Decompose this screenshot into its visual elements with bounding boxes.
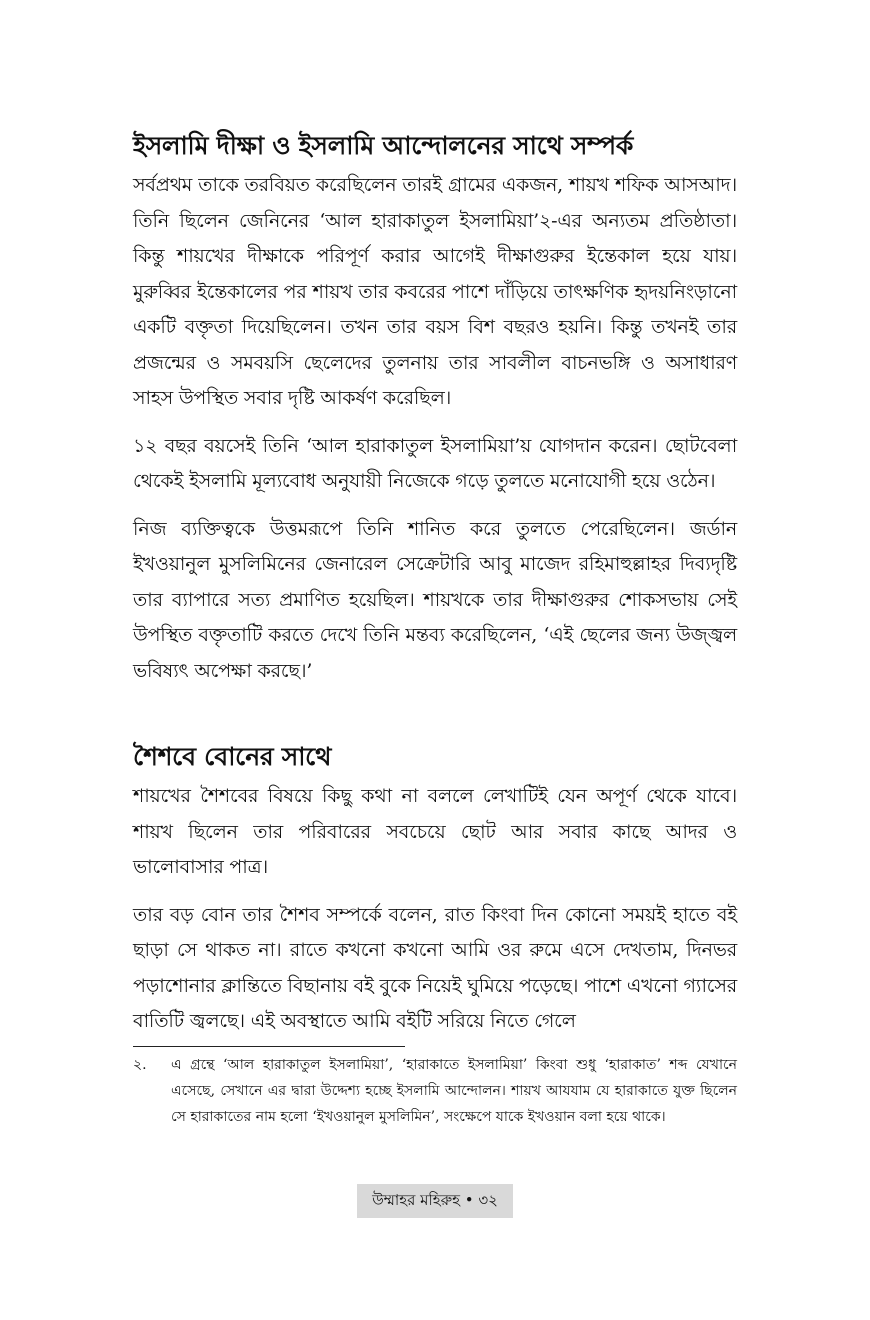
paragraph: তার বড় বোন তার শৈশব সম্পর্কে বলেন, রাত কিংবা দিন কোনো সময়ই হাতে বই ছাড়া সে থাকত না। রাতে কখনো কখনো আমি ওর রুমে এসে দেখতাম, দিনভর পড়াশোনার ক্লান্তিতে বিছানায় বই বুকে নিয়েই ঘুমিয়ে পড়েছে। পাশে এখনো গ্যাসের বাতিটি জ্বলছে। এই অবস্থাতে আমি বইটি সরিয়ে নিতে গেলে (133, 903, 737, 1032)
page-body (133, 128, 737, 1052)
footnote (133, 1052, 737, 1130)
page-footer (357, 1184, 513, 1218)
paragraph: শায়খের শৈশবের বিষয়ে কিছু কথা না বললে লেখাটিই যেন অপূর্ণ থেকে যাবে। শায়খ ছিলেন তার পরিবারের সবচেয়ে ছোট আর সবার কাছে আদর ও ভালোবাসার পাত্র। (133, 785, 737, 878)
paragraph: ১২ বছর বয়সেই তিনি ‘আল হারাকাতুল ইসলামিয়া’য় যোগদান করেন। ছোটবেলা থেকেই ইসলামি মূল্যবোধ অনুযায়ী নিজেকে গড়ে তুলতে মনোযোগী হয়ে ওঠেন। (133, 434, 738, 492)
paragraph: নিজ ব্যক্তিত্বকে উত্তমরূপে তিনি শানিত করে তুলতে পেরেছিলেন। জর্ডান ইখওয়ানুল মুসলিমিনের জেনারেল সেক্রেটারি আবু মাজেদ রহিমাহুল্লাহর দিব্যদৃষ্টি তার ব্যাপারে সত্য প্রমাণিত হয়েছিল। শায়খকে তার দীক্ষাগুরুর শোকসভায় সেই উপস্থিত বক্তৃতাটি করতে দেখে তিনি মন্তব্য করেছিলেন, ‘এই ছেলের জন্য উজ্জ্বল ভবিষ্যৎ অপেক্ষা করছে।’ (133, 517, 737, 682)
footnote-text: এ গ্রন্থে ‘আল হারাকাতুল ইসলামিয়া’, ‘হারাকাতে ইসলামিয়া’ কিংবা শুধু ‘হারাকাত’ শব্দ যেখানে এসেছে, সেখানে এর দ্বারা উদ্দেশ্য হচ্ছে ইসলামি আন্দোলন। শায়খ আযযাম যে হারাকাতে যুক্ত ছিলেন সে হারাকাতের নাম হলো ‘ইখওয়ানুল মুসলিমিন’, সংক্ষেপে যাকে ইখওয়ান বলা হয়ে থাকে। (171, 1057, 737, 1125)
section-heading-childhood: শৈশবে বোনের সাথে (133, 742, 332, 771)
section-heading-islamic-education: ইসলামি দীক্ষা ও ইসলামি আন্দোলনের সাথে সম্পর্ক (133, 131, 634, 160)
footnote-divider (133, 1046, 405, 1047)
footnote-number: ২. (133, 1057, 147, 1073)
page-footer-label: উম্মাহর মহিরুহ • ৩২ (372, 1190, 498, 1209)
paragraph: সর্বপ্রথম তাকে তরবিয়ত করেছিলেন তারই গ্রামের একজন, শায়খ শফিক আসআদ। তিনি ছিলেন জেনিনের ‘আল হারাকাতুল ইসলামিয়া’২-এর অন্যতম প্রতিষ্ঠাতা। কিন্তু শায়খের দীক্ষাকে পরিপূর্ণ করার আগেই দীক্ষাগুরুর ইন্তেকাল হয়ে যায়। মুরুব্বির ইন্তেকালের পর শায়খ তার কবরের পাশে দাঁড়িয়ে তাৎক্ষণিক হৃদয়নিংড়ানো একটি বক্তৃতা দিয়েছিলেন। তখন তার বয়স বিশ বছরও হয়নি। কিন্তু তখনই তার প্রজন্মের ও সমবয়সি ছেলেদের তুলনায় তার সাবলীল বাচনভঙ্গি ও অসাধারণ সাহস উপস্থিত সবার দৃষ্টি আকর্ষণ করেছিল। (133, 174, 737, 409)
section-spacer (133, 701, 737, 739)
